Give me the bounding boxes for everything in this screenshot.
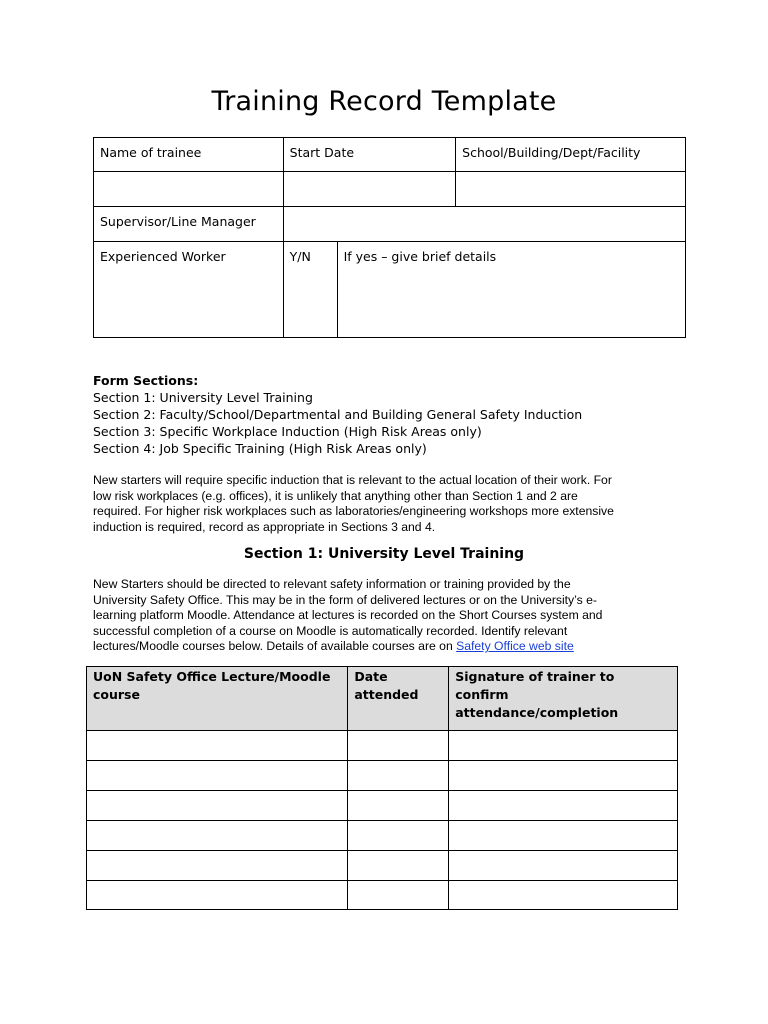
signature-column-header: Signature of trainer to confirm attendance/completion — [449, 667, 678, 731]
table-row — [87, 761, 678, 791]
signature-cell[interactable] — [449, 851, 678, 881]
date-column-header: Date attended — [348, 667, 449, 731]
section-1-paragraph — [93, 577, 683, 655]
course-cell[interactable] — [87, 851, 348, 881]
course-cell[interactable] — [87, 881, 348, 910]
table-row — [87, 821, 678, 851]
experience-details-field[interactable]: If yes – give brief details — [337, 242, 685, 338]
signature-cell[interactable] — [449, 791, 678, 821]
table-row — [87, 791, 678, 821]
training-record-table — [86, 666, 678, 910]
paragraph-line: New starters will require specific induction that is relevant to the actual location of their work. For — [93, 473, 612, 487]
course-cell[interactable] — [87, 791, 348, 821]
school-building-label: School/Building/Dept/Facility — [456, 138, 686, 172]
induction-paragraph — [93, 473, 683, 535]
table-row — [87, 731, 678, 761]
paragraph-text: lectures/Moodle courses below. Details of available courses are on — [93, 639, 457, 653]
paragraph-line — [93, 639, 683, 655]
signature-cell[interactable] — [449, 761, 678, 791]
date-cell[interactable] — [348, 731, 449, 761]
section-1-heading: Section 1: University Level Training — [243, 546, 525, 562]
document-title: Training Record Template — [211, 86, 557, 117]
course-cell[interactable] — [87, 761, 348, 791]
date-cell[interactable] — [348, 791, 449, 821]
date-cell[interactable] — [348, 881, 449, 910]
course-cell[interactable] — [87, 821, 348, 851]
start-date-field[interactable] — [283, 172, 455, 207]
date-cell[interactable] — [348, 851, 449, 881]
section-item: Section 3: Specific Workplace Induction (High Risk Areas only) — [93, 424, 482, 439]
paragraph-line: required. For higher risk workplaces such as laboratories/engineering workshops more extensive — [93, 504, 614, 518]
school-building-field[interactable] — [456, 172, 686, 207]
name-of-trainee-field[interactable] — [94, 172, 284, 207]
date-cell[interactable] — [348, 821, 449, 851]
paragraph-line: induction is required, record as appropriate in Sections 3 and 4. — [93, 519, 436, 534]
section-item: Section 1: University Level Training — [93, 390, 313, 405]
signature-cell[interactable] — [449, 881, 678, 910]
course-cell[interactable] — [87, 731, 348, 761]
table-row — [87, 851, 678, 881]
table-row — [87, 881, 678, 910]
supervisor-field[interactable] — [283, 207, 685, 242]
form-sections — [93, 372, 582, 457]
yn-field[interactable]: Y/N — [283, 242, 337, 338]
start-date-label: Start Date — [283, 138, 455, 172]
course-column-header: UoN Safety Office Lecture/Moodle course — [87, 667, 348, 731]
supervisor-label: Supervisor/Line Manager — [94, 207, 284, 242]
form-sections-heading: Form Sections: — [93, 373, 199, 388]
signature-cell[interactable] — [449, 821, 678, 851]
section-item: Section 4: Job Specific Training (High Risk Areas only) — [93, 441, 427, 456]
date-cell[interactable] — [348, 761, 449, 791]
trainee-info-table — [93, 137, 686, 338]
signature-cell[interactable] — [449, 731, 678, 761]
name-of-trainee-label: Name of trainee — [94, 138, 284, 172]
paragraph-line: learning platform Moodle. Attendance at lectures is recorded on the Short Courses system and — [93, 608, 603, 622]
paragraph-line: successful completion of a course on Moodle is automatically recorded. Identify relevant — [93, 623, 568, 638]
paragraph-line: low risk workplaces (e.g. offices), it is unlikely that anything other than Section 1 and 2 are — [93, 488, 578, 503]
safety-office-link[interactable]: Safety Office web site — [456, 639, 574, 653]
section-item: Section 2: Faculty/School/Departmental and Building General Safety Induction — [93, 407, 583, 422]
paragraph-line: University Safety Office. This may be in the form of delivered lectures or on the University’s e- — [93, 592, 597, 607]
paragraph-line: New Starters should be directed to relevant safety information or training provided by the — [93, 577, 571, 591]
experienced-worker-label: Experienced Worker — [94, 242, 284, 338]
